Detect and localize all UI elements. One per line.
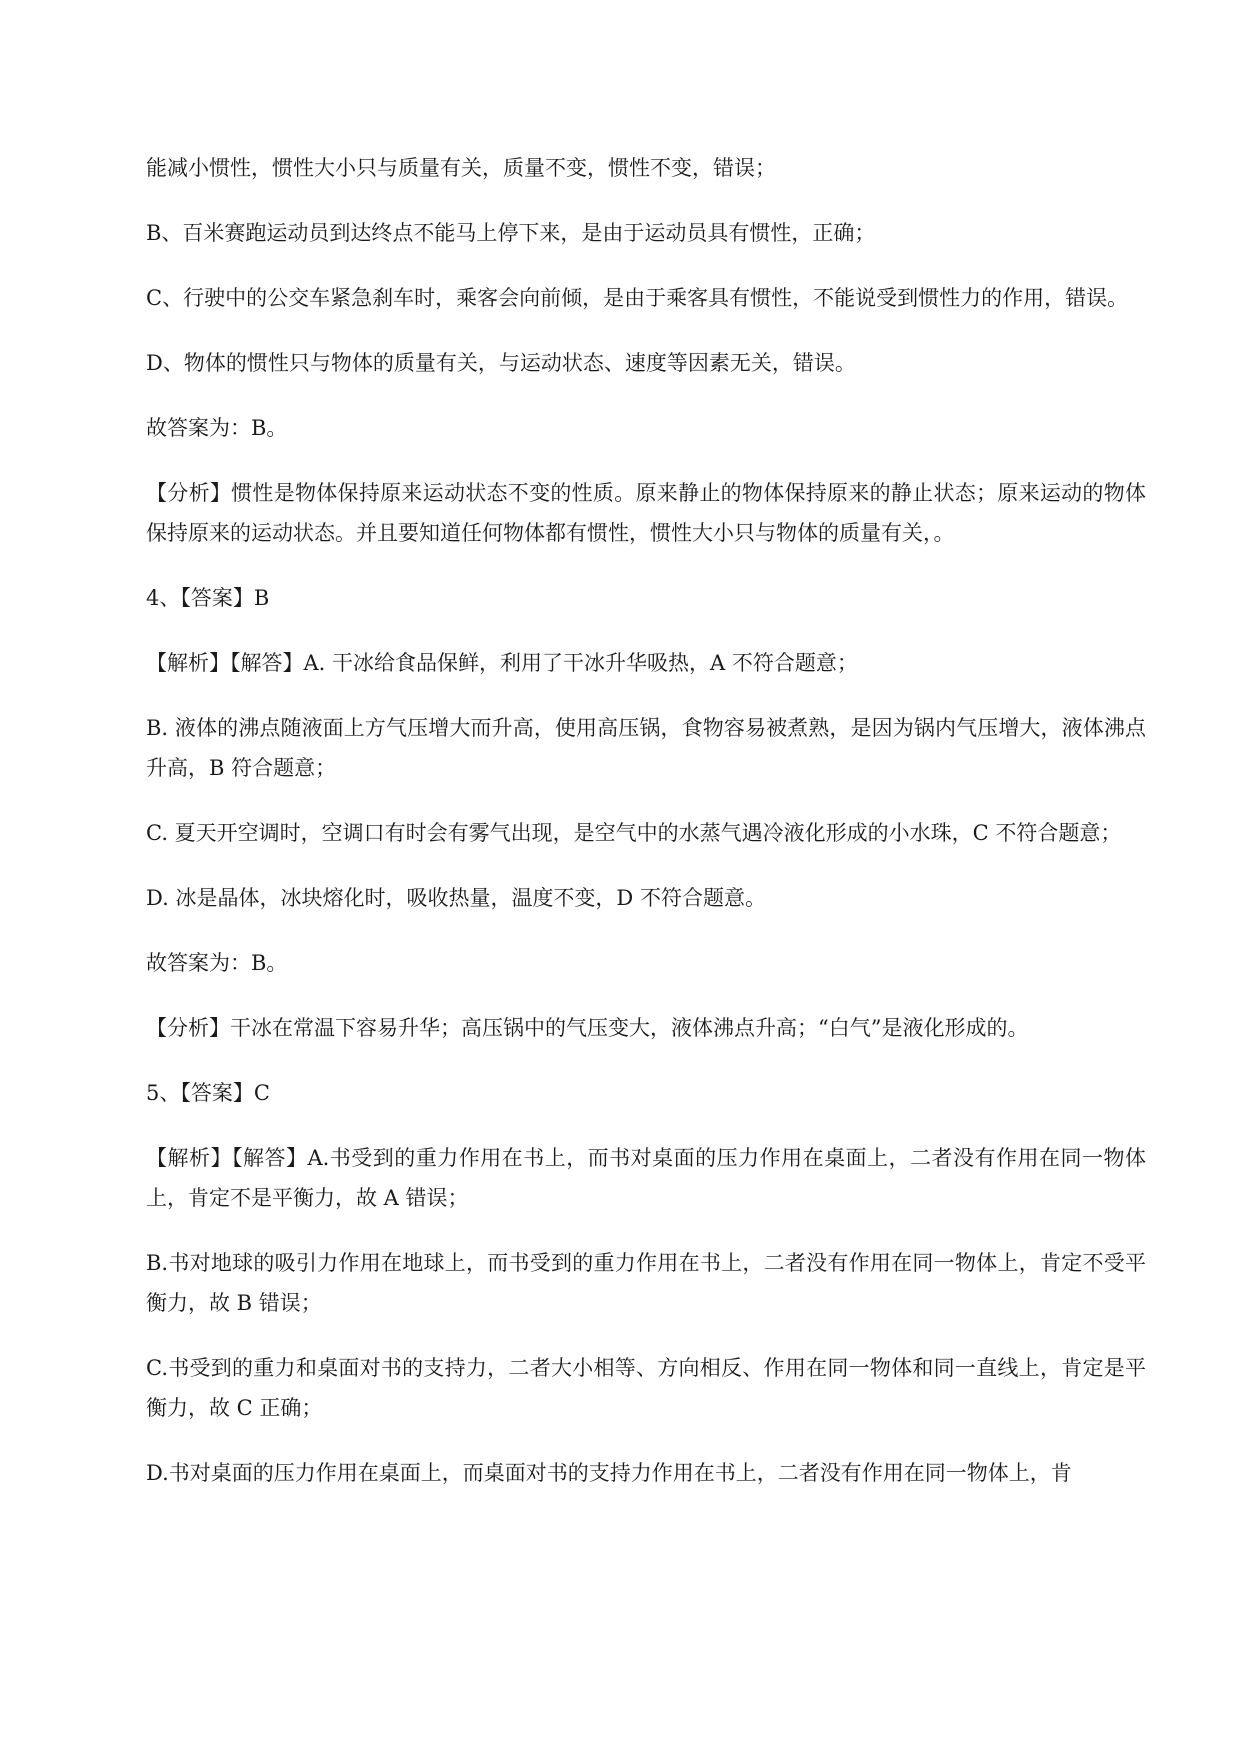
paragraph-q5-d: D.书对桌面的压力作用在桌面上，而桌面对书的支持力作用在书上，二者没有作用在同一物体上，肯 <box>146 1461 1072 1485</box>
paragraph-question-4-answer: 4、【答案】B <box>146 586 270 610</box>
paragraph-inertia-a-continued: 能减小惯性，惯性大小只与质量有关，质量不变，惯性不变，错误； <box>146 156 776 180</box>
paragraph-q4-b: B. 液体的沸点随液面上方气压增大而升高，使用高压锅，食物容易被煮熟，是因为锅内气压增大，液体沸点升高，B 符合题意； <box>146 716 1146 780</box>
paragraph-question-5-answer: 5、【答案】C <box>146 1081 270 1105</box>
paragraph-inertia-c: C、行驶中的公交车紧急刹车时，乘客会向前倾，是由于乘客具有惯性，不能说受到惯性力的作用，错误。 <box>146 286 1129 310</box>
paragraph-answer-4: 故答案为：B。 <box>146 951 288 975</box>
paragraph-q4-c: C. 夏天开空调时，空调口有时会有雾气出现，是空气中的水蒸气遇冷液化形成的小水珠，C 不符合题意； <box>146 821 1122 845</box>
paragraph-q5-a: 【解析】【解答】A.书受到的重力作用在书上，而书对桌面的压力作用在桌面上，二者没有作用在同一物体上，肯定不是平衡力，故 A 错误； <box>146 1146 1146 1210</box>
paragraph-q4-a: 【解析】【解答】A. 干冰给食品保鲜，利用了干冰升华吸热，A 不符合题意； <box>146 651 858 675</box>
paragraph-analysis-4: 【分析】干冰在常温下容易升华；高压锅中的气压变大，液体沸点升高；“白气”是液化形成的。 <box>146 1016 1029 1040</box>
paragraph-q4-d: D. 冰是晶体，冰块熔化时，吸收热量，温度不变，D 不符合题意。 <box>146 886 766 910</box>
paragraph-analysis-3: 【分析】惯性是物体保持原来运动状态不变的性质。原来静止的物体保持原来的静止状态；原来运动的物体保持原来的运动状态。并且要知道任何物体都有惯性，惯性大小只与物体的质量有关，。 <box>146 481 1146 545</box>
paragraph-inertia-b: B、百米赛跑运动员到达终点不能马上停下来，是由于运动员具有惯性，正确； <box>146 221 876 245</box>
paragraph-q5-b: B.书对地球的吸引力作用在地球上，而书受到的重力作用在书上，二者没有作用在同一物体上，肯定不受平衡力，故 B 错误； <box>146 1251 1146 1315</box>
paragraph-q5-c: C.书受到的重力和桌面对书的支持力，二者大小相等、方向相反、作用在同一物体和同一直线上，肯定是平衡力，故 C 正确； <box>146 1356 1146 1420</box>
paragraph-answer-3: 故答案为：B。 <box>146 416 288 440</box>
document-body <box>146 148 1146 1518</box>
paragraph-inertia-d: D、物体的惯性只与物体的质量有关，与运动状态、速度等因素无关，错误。 <box>146 351 856 375</box>
